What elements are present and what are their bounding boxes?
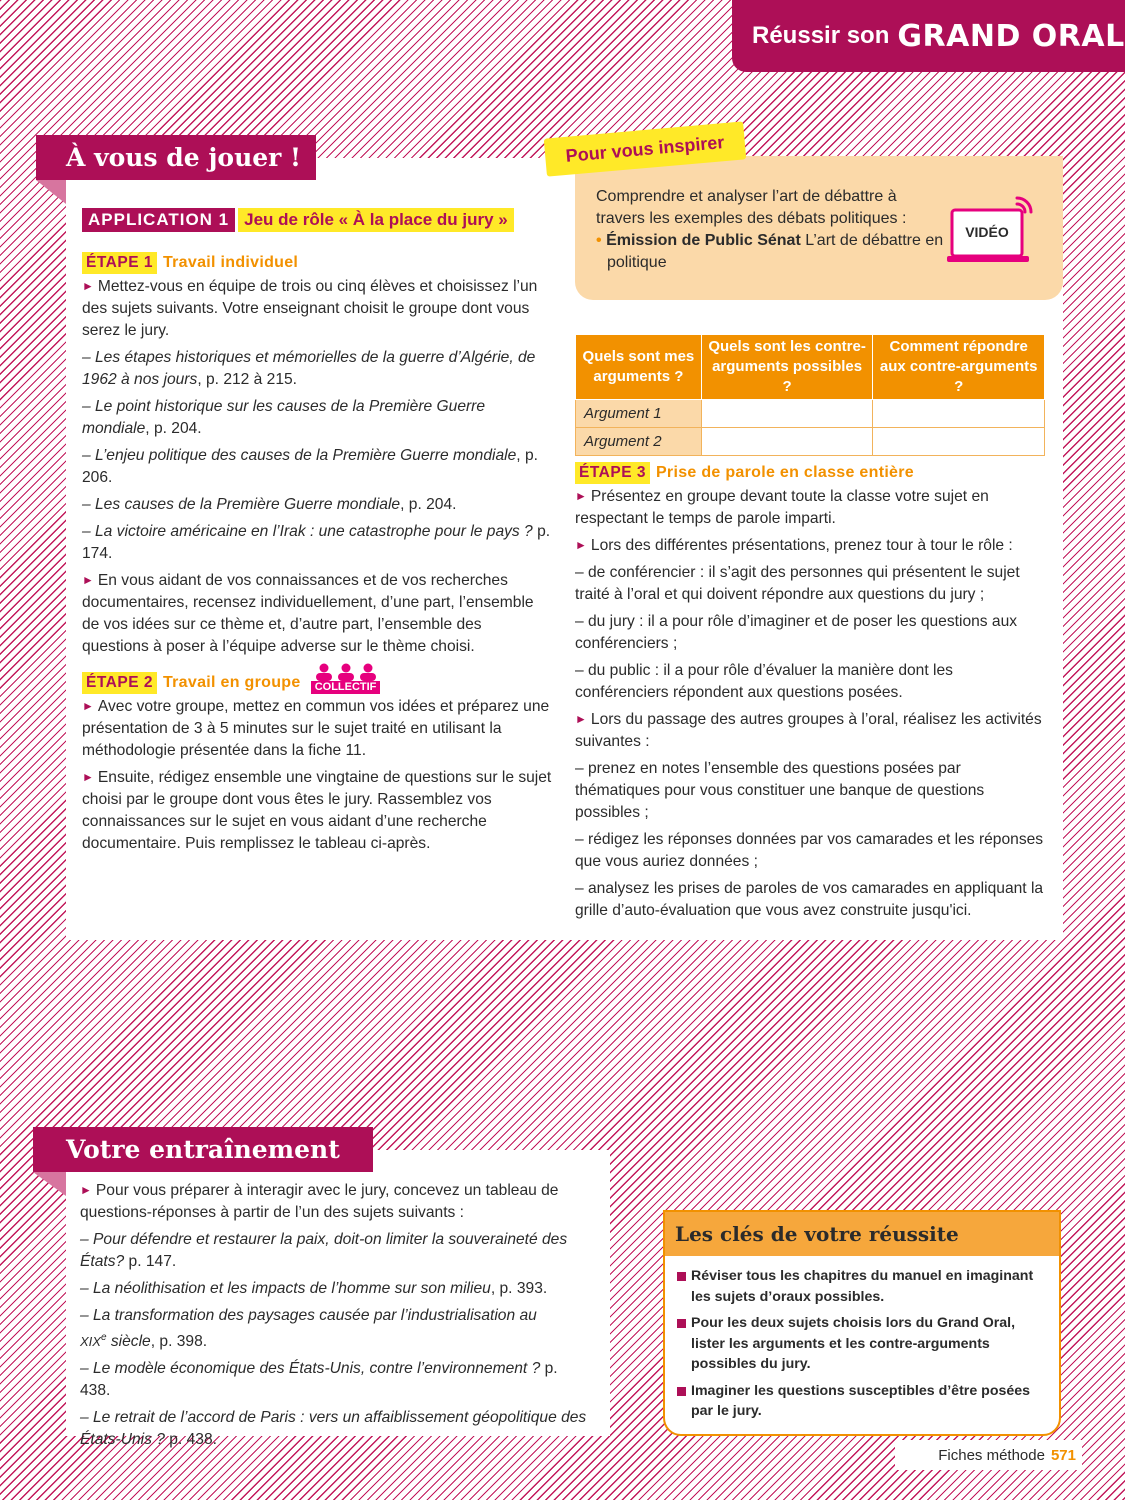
video-label: VIDÉO — [965, 224, 1009, 240]
etape2-heading — [82, 672, 552, 694]
group-people-icon — [311, 663, 381, 681]
application-title: Jeu de rôle « À la place du jury » — [238, 208, 514, 232]
table-cell[interactable] — [873, 428, 1045, 456]
training-topic: – Le modèle économique des États-Unis, contre l’environnement ? p. 438. — [80, 1360, 558, 1400]
topic-item: – L’enjeu politique des causes de la Première Guerre mondiale, p. 206. — [82, 447, 538, 486]
table-cell[interactable] — [701, 400, 873, 428]
topic-item: – La victoire américaine en l’Irak : une catastrophe pour le pays ? p. 174. — [82, 523, 551, 562]
topic-item: – Les causes de la Première Guerre mondiale, p. 204. — [82, 496, 457, 513]
square-bullet-icon — [677, 1387, 686, 1396]
collectif-badge: COLLECTIF — [311, 663, 381, 694]
role-item: – de conférencier : il s’agit des personnes qui présentent le sujet traité à l’oral et qui doivent répondre aux questions du jury ; — [575, 564, 1020, 603]
arguments-table — [575, 334, 1045, 456]
keys-item: Imaginer les questions susceptibles d’être posées par le jury. — [677, 1381, 1047, 1422]
training-intro: ► Pour vous préparer à interagir avec le jury, concevez un tableau de questions-réponses à partir de l’un des sujets suivants : — [80, 1180, 590, 1224]
activity-item: – rédigez les réponses données par vos camarades et les réponses que vous auriez données ; — [575, 831, 1044, 870]
table-cell[interactable] — [701, 428, 873, 456]
activity-item: – analysez les prises de paroles de vos camarades en appliquant la grille d’auto-évaluation que vous avez construite jusqu'ici. — [575, 880, 1044, 919]
keys-box — [663, 1210, 1061, 1436]
inspire-box — [575, 156, 1063, 300]
header-band — [732, 0, 1125, 72]
inspire-text-block — [596, 186, 946, 274]
etape1-outro: ► En vous aidant de vos connaissances et de vos recherches documentaires, recensez individuellement, d’une part, l’ensemble de vos idées sur ce thème et, d’autre part, l’ensemble des questions à poser à l’équipe adverse sur le thème choisi. — [82, 570, 552, 658]
role-item: – du jury : il a pour rôle d’imaginer et de poser les questions aux conférenciers ; — [575, 613, 1018, 652]
header-big: GRAND ORAL — [897, 18, 1125, 54]
square-bullet-icon — [677, 1272, 686, 1281]
triangle-bullet-icon: ► — [80, 1183, 92, 1197]
application-heading — [82, 208, 552, 232]
etape2-title: Travail en groupe — [162, 674, 301, 691]
triangle-bullet-icon: ► — [82, 573, 94, 587]
right-column — [575, 462, 1050, 927]
keys-list — [665, 1256, 1059, 1422]
keys-title: Les clés de votre réussite — [665, 1212, 1059, 1256]
training-topic: – La transformation des paysages causée par l’industrialisation au XIXe siècle, p. 398. — [80, 1307, 537, 1351]
etape1-intro: ► Mettez-vous en équipe de trois ou cinq élèves et choisissez l’un des sujets suivants. Votre enseignant choisit le groupe dont vous serez le jury. — [82, 276, 552, 342]
dot-bullet-icon: • — [596, 232, 602, 249]
page-footer — [895, 1440, 1082, 1470]
activity-item: – prenez en notes l’ensemble des questions posées par thématiques pour vous constituer une banque de questions possibles ; — [575, 760, 985, 821]
left-column — [82, 208, 552, 860]
training-topic: – Le retrait de l’accord de Paris : vers un affaiblissement géopolitique des États-Unis ? p. 438. — [80, 1409, 587, 1449]
training-topic: – La néolithisation et les impacts de l’homme sur son milieu, p. 393. — [80, 1280, 548, 1297]
topic-item: – Les étapes historiques et mémorielles de la guerre d’Algérie, de 1962 à nos jours, p. 212 à 215. — [82, 349, 536, 388]
role-item: – du public : il a pour rôle d’évaluer la manière dont les conférenciers répondent aux questions posées. — [575, 662, 953, 701]
video-link[interactable] — [945, 194, 1041, 266]
etape3-p3: ► Lors du passage des autres groupes à l’oral, réalisez les activités suivantes : — [575, 709, 1050, 753]
application-label: APPLICATION 1 — [82, 208, 235, 232]
inspire-tag: Pour vous inspirer — [544, 121, 747, 176]
inspire-text: Comprendre et analyser l’art de débattre à travers les exemples des débats politiques : — [596, 188, 907, 227]
table-row-header: Argument 1 — [576, 400, 702, 428]
keys-item: Pour les deux sujets choisis lors du Grand Oral, lister les arguments et les contre-arguments possibles du jury. — [677, 1313, 1047, 1375]
footer-label: Fiches méthode — [938, 1446, 1045, 1464]
etape2-p2: ► Ensuite, rédigez ensemble une vingtaine de questions sur le sujet choisi par le groupe dont vous êtes le jury. Rassemblez vos connaissances sur le sujet en vous aidant d’une recherche documentaire. Puis remplissez le tableau ci-après. — [82, 767, 552, 855]
keys-item: Réviser tous les chapitres du manuel en imaginant les sujets d’oraux possibles. — [677, 1266, 1047, 1307]
etape3-p1: ► Présentez en groupe devant toute la classe votre sujet en respectant le temps de parole imparti. — [575, 486, 1050, 530]
triangle-bullet-icon: ► — [82, 699, 94, 713]
etape3-label: ÉTAPE 3 — [575, 462, 650, 484]
section2-title: Votre entraînement — [33, 1127, 373, 1172]
page-number: 571 — [1050, 1446, 1076, 1464]
table-row — [576, 400, 1045, 428]
etape3-title: Prise de parole en classe entière — [655, 464, 914, 481]
etape2-label: ÉTAPE 2 — [82, 672, 157, 694]
title-tab-fold — [36, 180, 66, 204]
triangle-bullet-icon: ► — [82, 279, 94, 293]
topic-item: – Le point historique sur les causes de la Première Guerre mondiale, p. 204. — [82, 398, 486, 437]
square-bullet-icon — [677, 1319, 686, 1328]
triangle-bullet-icon: ► — [575, 489, 587, 503]
table-cell[interactable] — [873, 400, 1045, 428]
table-row-header: Argument 2 — [576, 428, 702, 456]
training-topic: – Pour défendre et restaurer la paix, doit-on limiter la souveraineté des États? p. 147. — [80, 1231, 568, 1270]
etape2-p1: ► Avec votre groupe, mettez en commun vos idées et préparez une présentation de 3 à 5 minutes sur le sujet traité en utilisant la méthodologie présentée dans la fiche 11. — [82, 696, 552, 762]
etape1-label: ÉTAPE 1 — [82, 252, 157, 274]
table-header-cell: Quels sont les contre-arguments possibles ? — [701, 335, 873, 400]
etape3-heading — [575, 462, 1050, 484]
table-row — [576, 428, 1045, 456]
etape3-p2: ► Lors des différentes présentations, prenez tour à tour le rôle : — [575, 535, 1050, 557]
triangle-bullet-icon: ► — [575, 538, 587, 552]
etape1-title: Travail individuel — [162, 254, 299, 271]
section1-title: À vous de jouer ! — [36, 135, 316, 180]
inspire-bullet: • Émission de Public Sénat L’art de débattre en politique — [596, 232, 944, 271]
triangle-bullet-icon: ► — [575, 712, 587, 726]
table-header-cell: Comment répondre aux contre-arguments ? — [873, 335, 1045, 400]
etape1-heading — [82, 252, 552, 274]
table-header-cell: Quels sont mes arguments ? — [576, 335, 702, 400]
title-tab-fold — [33, 1172, 66, 1196]
triangle-bullet-icon: ► — [82, 770, 94, 784]
training-column — [80, 1180, 590, 1456]
header-small: Réussir son — [752, 22, 890, 49]
